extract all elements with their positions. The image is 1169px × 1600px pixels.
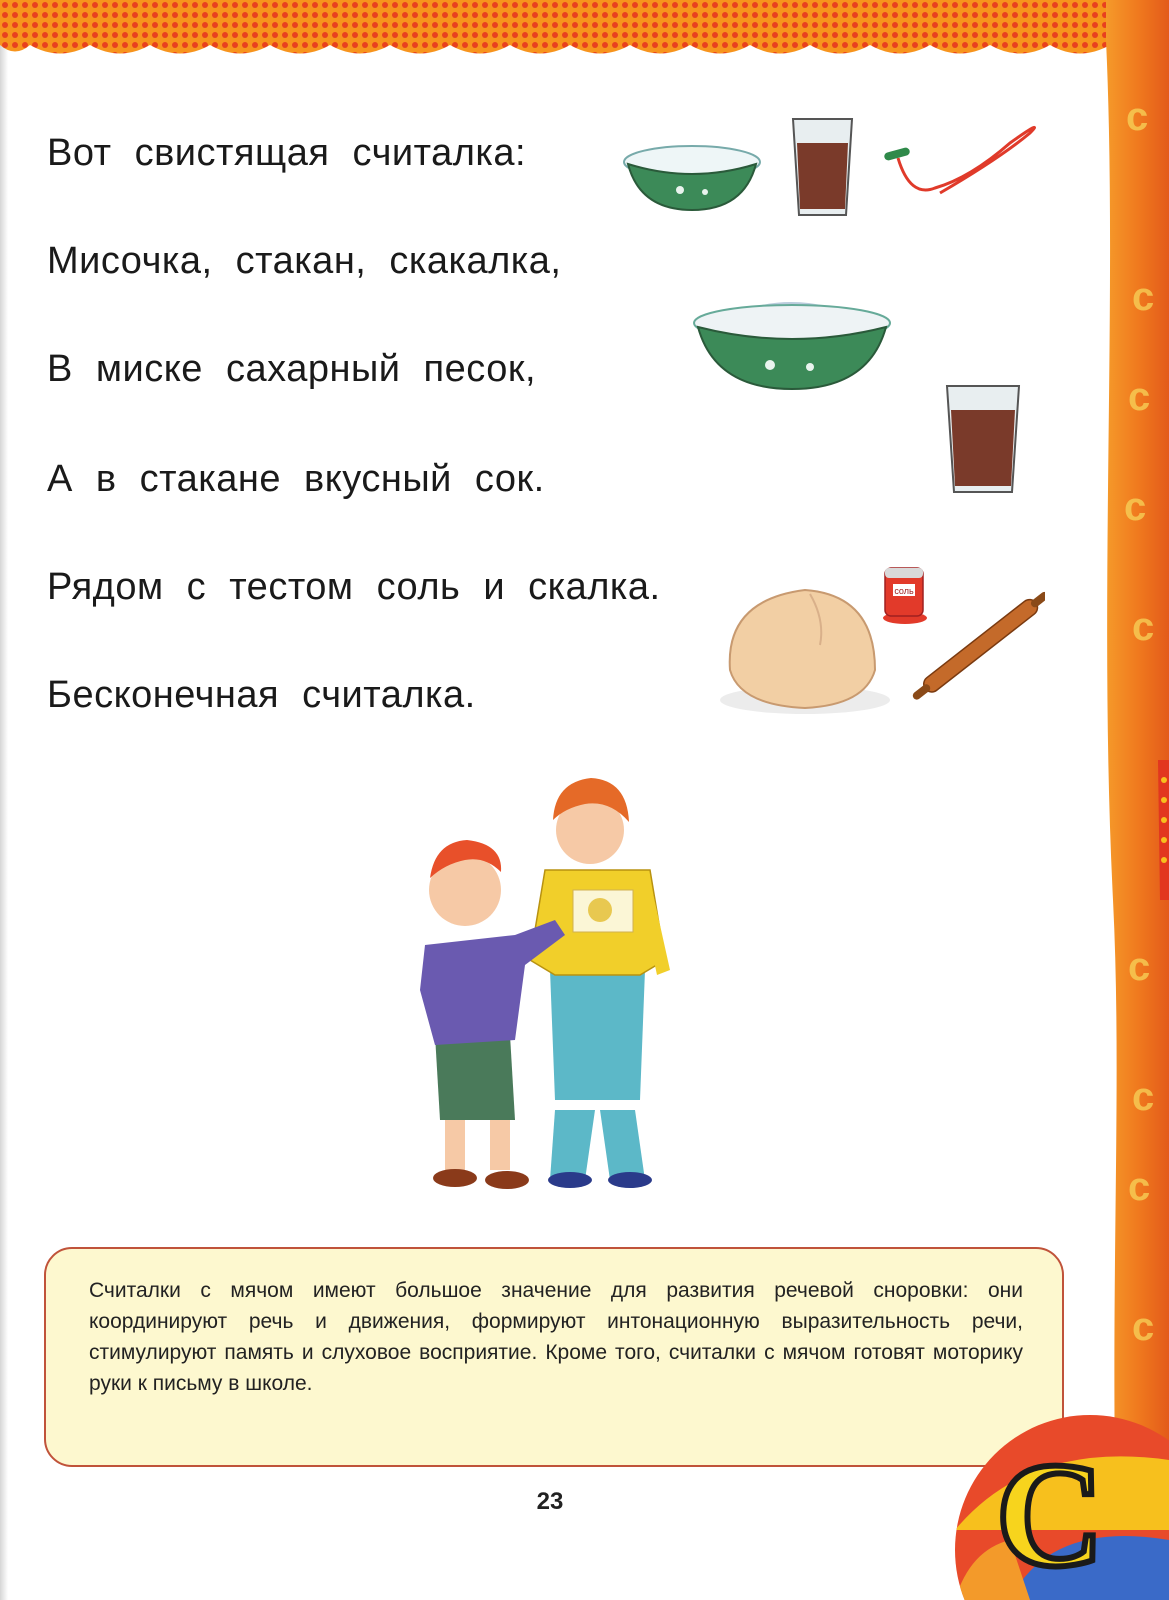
jump-rope-illustration [880,118,1050,203]
info-box-text: Считалки с мячом имеют большое значение для развития речевой сноровки: они координируют речь и движения, формируют интонационную выразительность речи, стимулируют память и слуховое восприятие. Кроме того, считалки с мячом готовят моторику руки к письму в школе. [89,1279,1023,1395]
glass-of-juice-illustration [790,115,855,220]
svg-text:С: С [995,1432,1105,1598]
svg-text:с: с [1132,1305,1155,1349]
dough-salt-rolling-pin-illustration [715,560,1045,720]
svg-text:с: с [1126,95,1149,139]
poem-line-1: Вот свистящая считалка: [47,132,527,174]
svg-text:с: с [1128,375,1151,419]
poem-line-5: Рядом с тестом соль и скалка. [47,566,661,608]
info-box [44,1247,1064,1467]
bowl-of-sugar-illustration [690,285,895,395]
page-number: 23 [536,1488,564,1515]
svg-text:с: с [1124,485,1147,529]
two-boys-illustration [395,760,695,1200]
scalloped-top-border [0,0,1169,60]
svg-text:с: с [1128,1165,1151,1209]
ball-with-letter-illustration [950,1400,1169,1600]
svg-text:с: с [1132,1075,1155,1119]
svg-text:с: с [1128,945,1151,989]
small-bowl-illustration [620,140,765,215]
svg-text:с: с [1132,275,1155,319]
page-gutter-shadow [0,0,8,1600]
poem-line-4: А в стакане вкусный сок. [47,458,545,500]
poem-line-3: В миске сахарный песок, [47,348,537,390]
right-decorative-border [1088,0,1169,1600]
svg-text:с: с [1132,605,1155,649]
poem-line-2: Мисочка, стакан, скакалка, [47,240,562,282]
poem-line-6: Бесконечная считалка. [47,674,476,716]
glass-of-juice-illustration [944,382,1022,497]
svg-text:соль: соль [894,586,914,596]
